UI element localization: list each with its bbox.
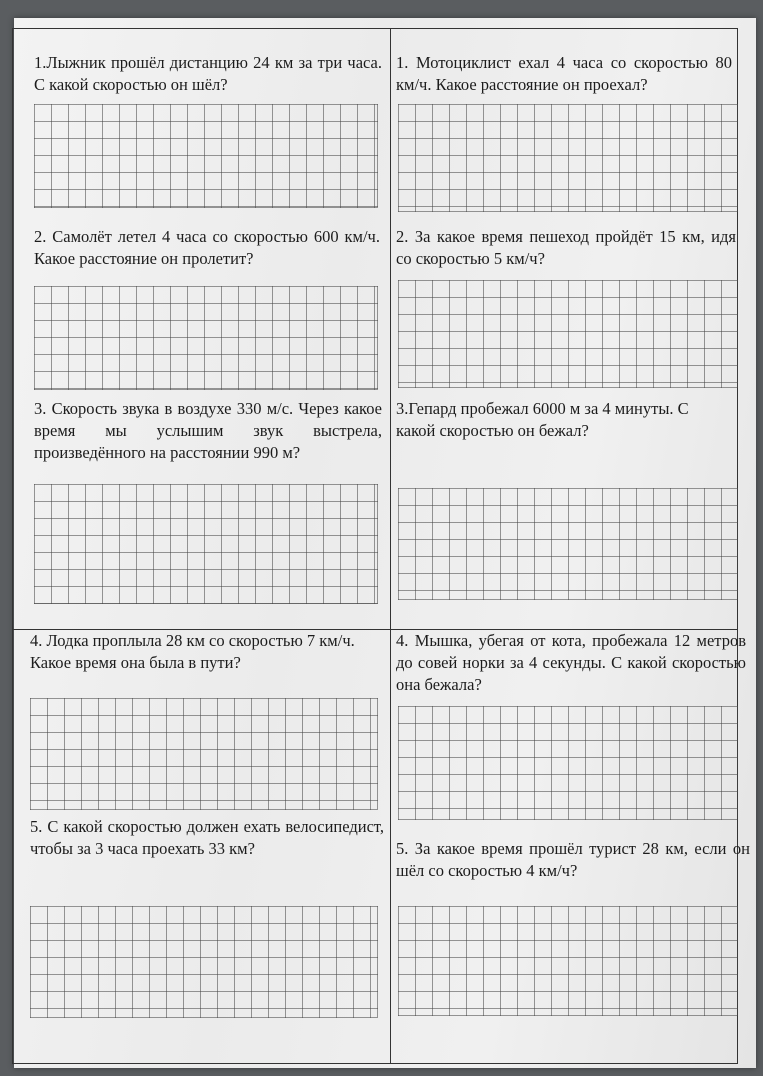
answer-grid-right-3 xyxy=(398,488,738,600)
task-left-4: 4. Лодка проплыла 28 км со скоростью 7 км/ч. Какое время она была в пути? xyxy=(30,631,355,672)
answer-grid-right-4 xyxy=(398,706,738,820)
task-right-5: 5. За какое время прошёл турист 28 км, если он шёл со скоростью 4 км/ч? xyxy=(396,839,750,880)
task-right-4: 4. Мышка, убегая от кота, пробежала 12 метров до совей норки за 4 секунды. С какой скоростью она бежала? xyxy=(396,631,746,694)
answer-grid-left-2 xyxy=(34,286,378,390)
task-left-5: 5. С какой скоростью должен ехать велосипедист, чтобы за 3 часа проехать 33 км? xyxy=(30,817,384,858)
task-right-1: 1. Мотоциклист ехал 4 часа со скоростью 80 км/ч. Какое расстояние он проехал? xyxy=(396,53,732,94)
task-left-3: 3. Скорость звука в воздухе 330 м/с. Через какое время мы услышим звук выстрела, произведённого на расстоянии 990 м? xyxy=(34,399,382,462)
column-divider xyxy=(390,28,391,1064)
task-left-2: 2. Самолёт летел 4 часа со скоростью 600 км/ч. Какое расстояние он пролетит? xyxy=(34,227,380,268)
answer-grid-left-1 xyxy=(34,104,378,208)
answer-grid-right-1 xyxy=(398,104,738,212)
answer-grid-right-5 xyxy=(398,906,738,1016)
task-right-3: 3.Гепард пробежал 6000 м за 4 минуты. С какой скоростью он бежал? xyxy=(396,399,689,440)
task-left-1: 1.Лыжник прошёл дистанцию 24 км за три часа. С какой скоростью он шёл? xyxy=(34,53,382,94)
answer-grid-right-2 xyxy=(398,280,738,388)
answer-grid-left-5 xyxy=(30,906,378,1018)
task-right-2: 2. За какое время пешеход пройдёт 15 км, идя со скоростью 5 км/ч? xyxy=(396,227,736,268)
answer-grid-left-3 xyxy=(34,484,378,604)
answer-grid-left-4 xyxy=(30,698,378,810)
